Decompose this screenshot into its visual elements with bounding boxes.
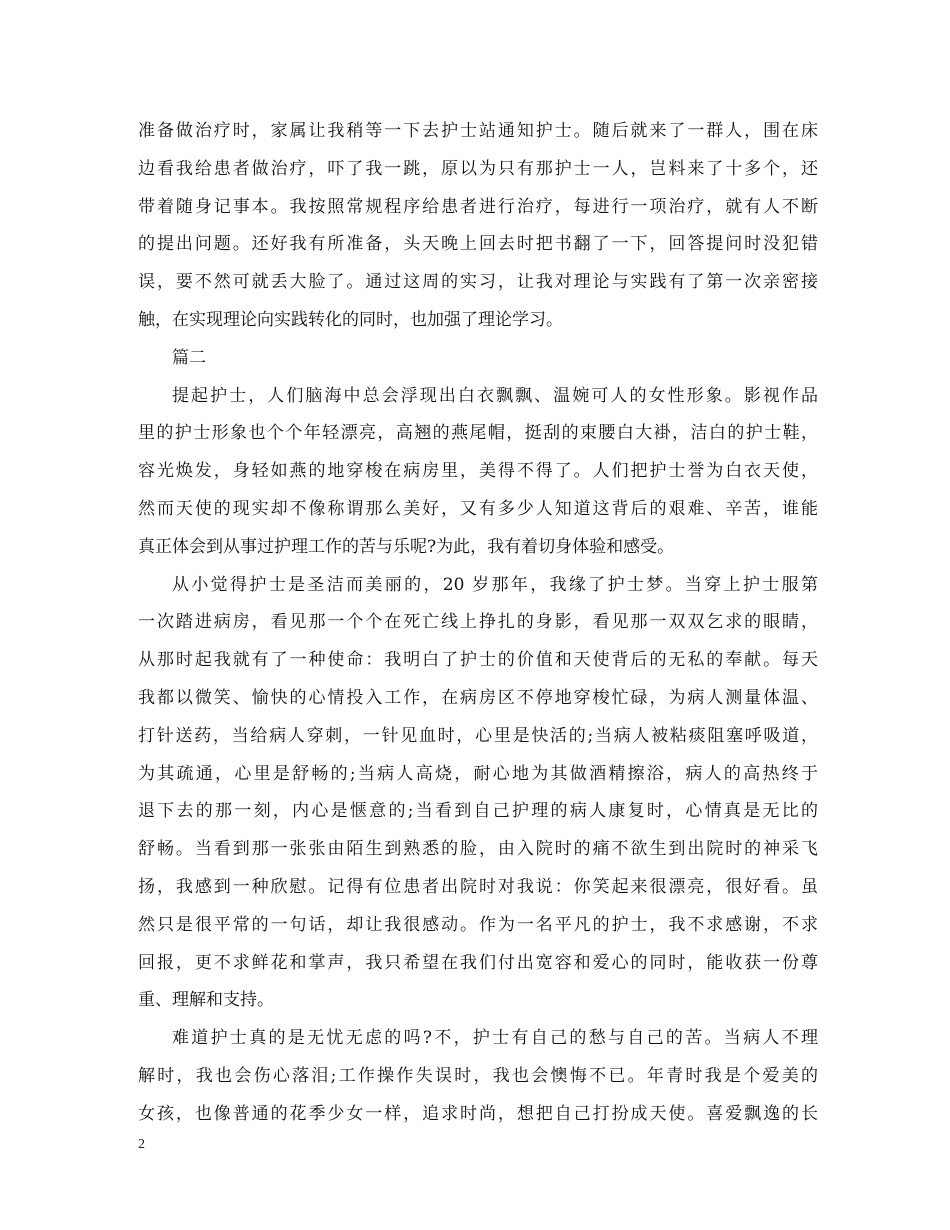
text-line: 扬，我感到一种欣慰。记得有位患者出院时对我说：你笑起来很漂亮，很好看。虽	[138, 876, 818, 897]
section-heading: 篇二	[172, 347, 206, 368]
paragraph-continued	[138, 113, 818, 340]
text-line: 从小觉得护士是圣洁而美丽的，20 岁那年，我缘了护士梦。当穿上护士服第	[172, 574, 818, 595]
text-line: 重、理解和支持。	[138, 990, 274, 1011]
text-line: 回报，更不求鲜花和掌声，我只希望在我们付出宽容和爱心的同时，能收获一份尊	[138, 952, 818, 973]
text-line: 舒畅。当看到那一张张由陌生到熟悉的脸，由入院时的痛不欲生到出院时的神采飞	[138, 839, 818, 860]
paragraph	[138, 378, 818, 567]
text-line: 提起护士，人们脑海中总会浮现出白衣飘飘、温婉可人的女性形象。影视作品	[172, 385, 818, 406]
page-number: 2	[138, 1137, 145, 1152]
text-line: 我都以微笑、愉快的心情投入工作，在病房区不停地穿梭忙碌，为病人测量体温、	[138, 687, 818, 708]
text-line: 为其疏通，心里是舒畅的;当病人高烧，耐心地为其做酒精擦浴，病人的高热终于	[138, 763, 818, 784]
text-line: 容光焕发，身轻如燕的地穿梭在病房里，美得不得了。人们把护士誉为白衣天使，	[138, 461, 818, 482]
text-line: 里的护士形象也个个年轻漂亮，高翘的燕尾帽，挺刮的束腰白大褂，洁白的护士鞋，	[138, 423, 818, 444]
text-line: 带着随身记事本。我按照常规程序给患者进行治疗，每进行一项治疗，就有人不断	[138, 196, 818, 217]
text-line: 边看我给患者做治疗，吓了我一跳，原以为只有那护士一人，岂料来了十多个，还	[138, 158, 818, 179]
paragraph	[138, 1020, 818, 1133]
text-line: 的提出问题。还好我有所准备，头天晚上回去时把书翻了一下，回答提问时没犯错	[138, 234, 818, 255]
text-line: 然只是很平常的一句话，却让我很感动。作为一名平凡的护士，我不求感谢，不求	[138, 914, 818, 935]
document-body	[138, 113, 818, 1134]
text-line: 退下去的那一刻，内心是惬意的;当看到自己护理的病人康复时，心情真是无比的	[138, 801, 818, 822]
text-line: 一次踏进病房，看见那一个个在死亡线上挣扎的身影，看见那一双双乞求的眼睛，	[138, 612, 818, 633]
text-line: 打针送药，当给病人穿刺，一针见血时，心里是快活的;当病人被粘痰阻塞呼吸道，	[138, 725, 818, 746]
text-line: 准备做治疗时，家属让我稍等一下去护士站通知护士。随后就来了一群人，围在床	[138, 121, 818, 141]
text-line: 解时，我也会伤心落泪;工作操作失误时，我也会懊悔不已。年青时我是个爱美的	[138, 1065, 818, 1086]
paragraph	[138, 567, 818, 1021]
text-line: 触，在实现理论向实践转化的同时，也加强了理论学习。	[138, 309, 563, 330]
text-line: 然而天使的现实却不像称谓那么美好，又有多少人知道这背后的艰难、辛苦，谁能	[138, 498, 818, 519]
text-line: 从那时起我就有了一种使命：我明白了护士的价值和天使背后的无私的奉献。每天	[138, 650, 818, 671]
text-line: 难道护士真的是无忧无虑的吗?不，护士有自己的愁与自己的苦。当病人不理	[172, 1028, 818, 1049]
text-line: 误，要不然可就丢大脸了。通过这周的实习，让我对理论与实践有了第一次亲密接	[138, 272, 818, 293]
text-line: 真正体会到从事过护理工作的苦与乐呢?为此，我有着切身体验和感受。	[138, 536, 675, 557]
text-line: 女孩，也像普通的花季少女一样，追求时尚，想把自己打扮成天使。喜爱飘逸的长	[138, 1103, 818, 1124]
